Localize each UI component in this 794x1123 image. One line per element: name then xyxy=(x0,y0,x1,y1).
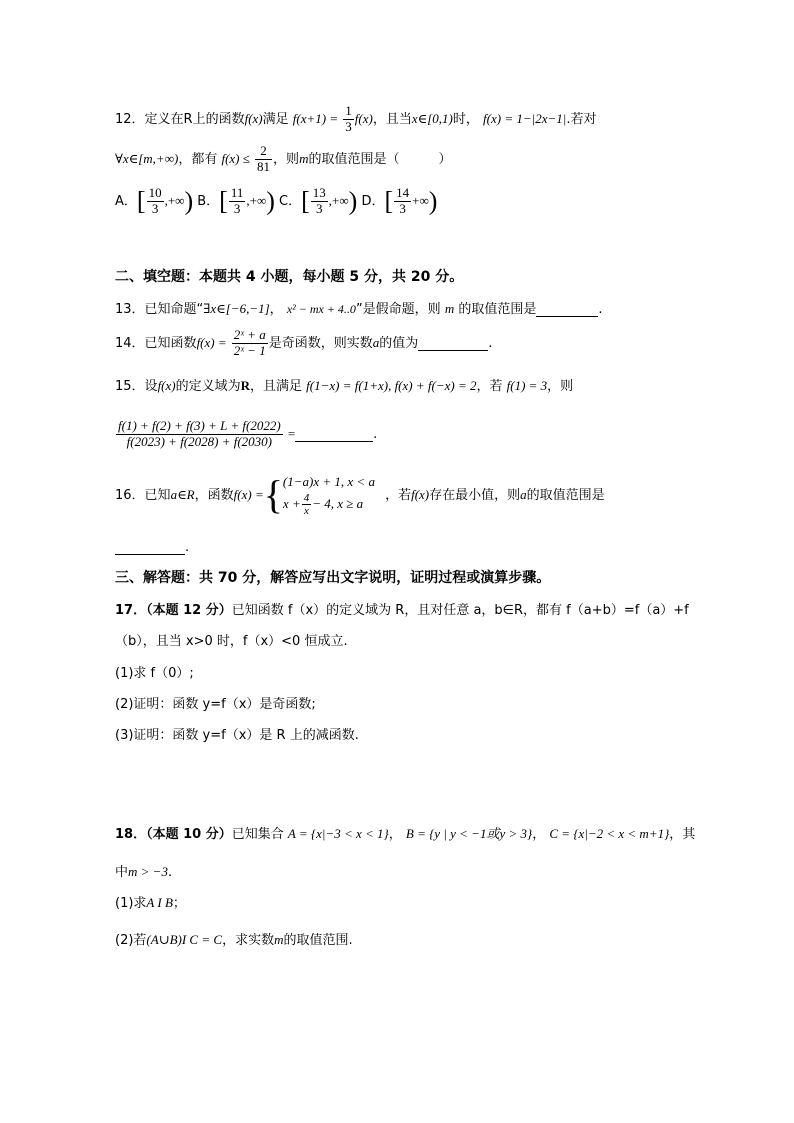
section-2-heading: 二、填空题：本题共 4 小题，每小题 5 分，共 20 分。 xyxy=(115,269,464,285)
q17-part3: (3)证明：函数 y=f（x）是 R 上的减函数. xyxy=(115,728,359,743)
q15-line2: $\frac{f(1) + f(2) + f(3) + L + f(2022)}{f(2023) + f(2028) + f(2030)}$ = . xyxy=(118,418,378,449)
q15-fraction: $\frac{f(1) + f(2) + f(3) + L + f(2022)}{f(2023) + f(2028) + f(2030)}$ xyxy=(118,418,281,449)
option-c[interactable]: C．[ $\frac{13}{3}$ ,+∞) xyxy=(279,185,358,216)
q14-answer-blank[interactable] xyxy=(418,337,488,351)
q18-part1: (1)求A I B； xyxy=(115,895,186,911)
q13-answer-blank[interactable] xyxy=(536,303,598,317)
q18-line2: 中m > −3. xyxy=(115,864,173,880)
q17-line2: （b），且当 x>0 时，f（x）<0 恒成立. xyxy=(115,634,348,649)
q12-ineq-fraction: $\frac{2}{81}$ xyxy=(257,143,271,174)
option-b[interactable]: B．[ $\frac{11}{3}$ ,+∞) xyxy=(197,185,275,216)
section-3-heading: 三、解答题：共 70 分，解答应写出文字说明，证明过程或演算步骤。 xyxy=(115,570,551,586)
q16-piecewise: (1−a)x + 1, x < a x + $\frac{4}{x}$ − 4, x ≥ a xyxy=(282,474,375,518)
q14-fraction: $\frac{\text{2ˣ + a}}{\text{2ˣ − 1}}$ xyxy=(233,327,266,358)
q16-line2: . xyxy=(115,541,189,555)
q12-line2: ∀x∈[m,+∞)，都有 f(x) ≤ $\frac{2}{81}$ ，则m的取值范围是（ ） xyxy=(115,143,452,174)
q15-line1: 15．设f(x)的定义域为R，且满足 f(1−x) = f(1+x), f(x) + f(−x) = 2，若 f(1) = 3，则 xyxy=(115,378,574,394)
q12-number: 12． xyxy=(115,111,145,127)
q17-part2: (2)证明：函数 y=f（x）是奇函数; xyxy=(115,697,316,712)
option-d[interactable]: D．[ $\frac{14}{3}$ +∞) xyxy=(361,185,438,216)
q17-line1: 17．（本题 12 分）已知函数 f（x）的定义域为 R，且对任意 a，b∈R，都有 f（a+b）=f（a）+f xyxy=(115,603,689,618)
q16-line1: 16．已知a∈R，函数f(x) ={ (1−a)x + 1, x < a x + $\frac{4}{x}$ − 4, x ≥ a ，若f(x)存在最小值，则a的取值范围是 xyxy=(115,471,605,518)
option-a[interactable]: A．[ $\frac{10}{3}$ ,+∞) xyxy=(115,185,194,216)
q15-answer-blank[interactable] xyxy=(295,428,373,442)
q16-answer-blank[interactable] xyxy=(115,541,185,555)
q18-line1: 18．（本题 10 分）已知集合 A = {x|−3 < x < 1}， B = {y | y < −1或y > 3}， C = {x|−2 < x < m+1}，其 xyxy=(115,826,696,842)
q13: 13．已知命题“∃x∈[−6,−1]， x² − mx + 4..0”是假命题，则 m 的取值范围是 . xyxy=(115,301,603,317)
q12-fraction: $\frac{1}{3}$ xyxy=(345,103,352,134)
q17-part1: (1)求 f（0）; xyxy=(115,666,194,681)
q12-options xyxy=(115,186,437,217)
q14: 14．已知函数f(x) = $\frac{\text{2ˣ + a}}{\text{2ˣ − 1}}$ 是奇函数，则实数a的值为 . xyxy=(115,327,493,358)
q12-line1: 12．定义在R上的函数f(x)满足 f(x+1) = $\frac{1}{3}$ f(x)，且当x∈[0,1)时， f(x) = 1−|2x−1|.若对 xyxy=(115,103,597,134)
q18-part2: (2)若(A∪B)I C = C，求实数m的取值范围. xyxy=(115,932,353,948)
